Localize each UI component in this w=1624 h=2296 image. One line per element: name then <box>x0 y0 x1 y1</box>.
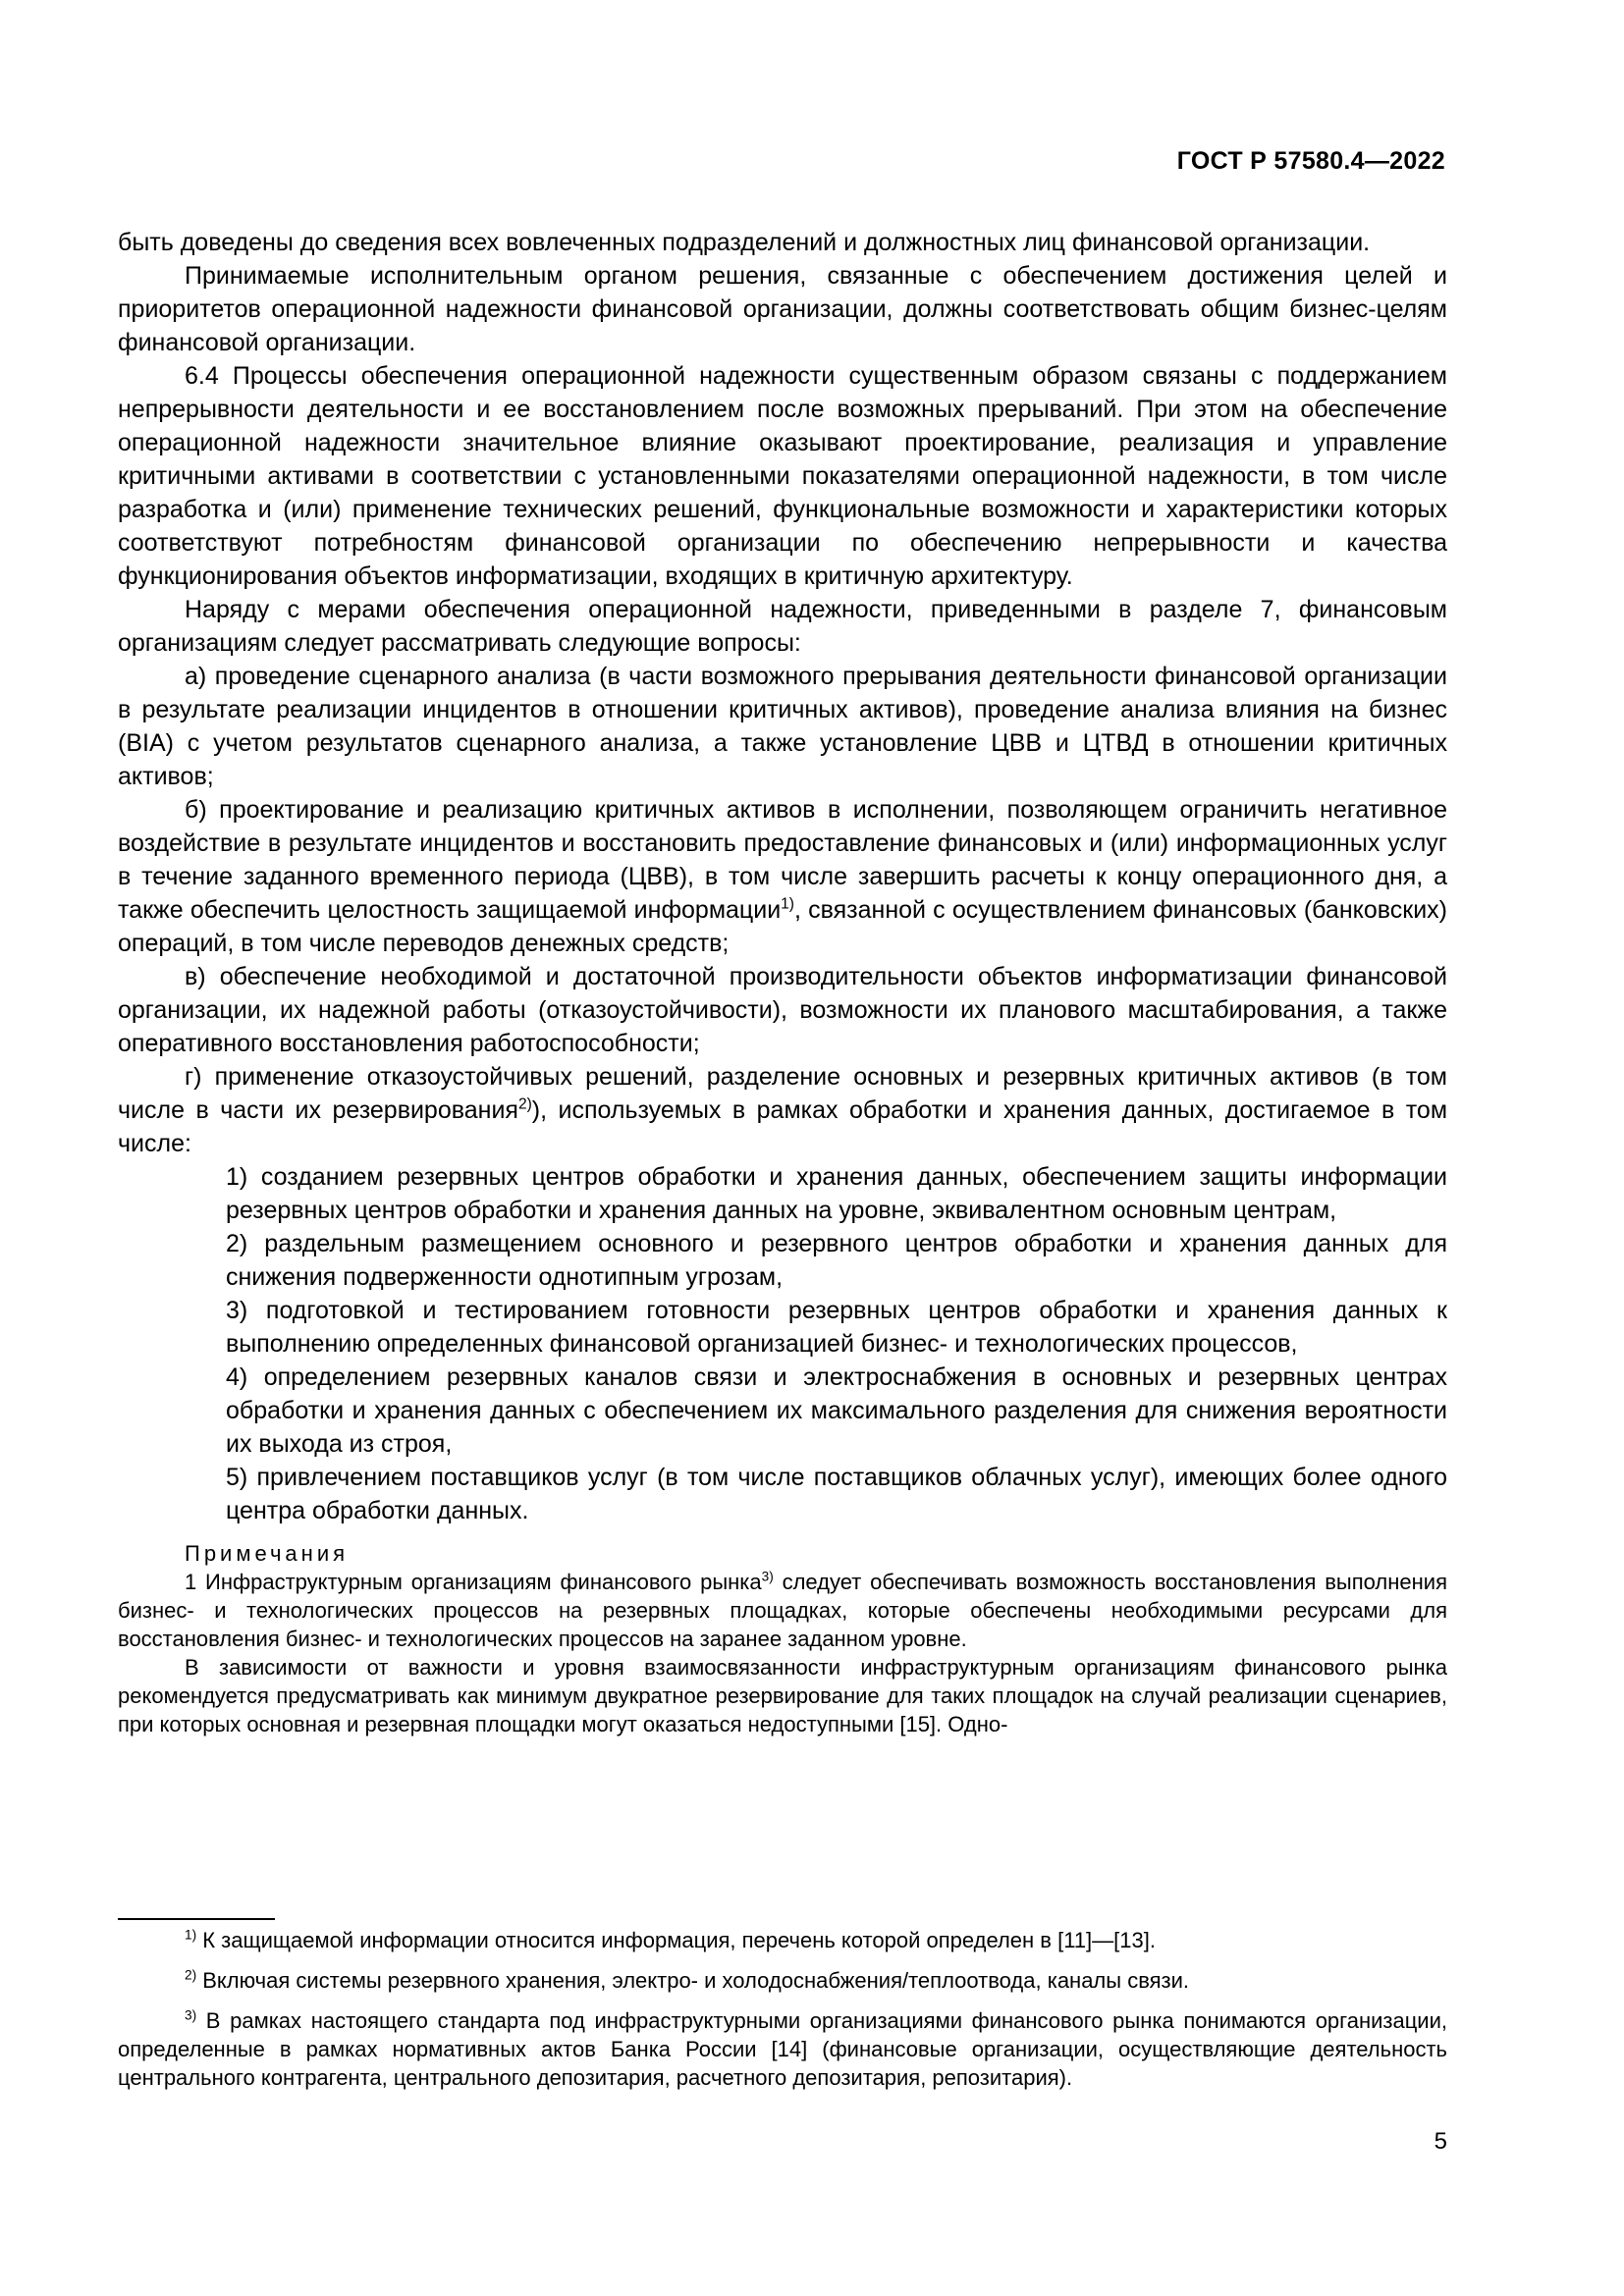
paragraph-continuation: быть доведены до сведения всех вовлеченных подразделений и должностных лиц финансовой организации. <box>118 229 1371 256</box>
sublist-item-5: 5) привлечением поставщиков услуг (в том числе поставщиков облачных услуг), имеющих более одного центра обработки данных. <box>226 1464 1447 1524</box>
note-2: В зависимости от важности и уровня взаимосвязанности инфраструктурным организациям финансового рынка рекомендуется предусматривать как минимум двукратное резервирование для таких площадок на случай реализации сценариев, при которых основная и резервная площадки могут оказаться недоступными [15]. Одно- <box>118 1655 1447 1736</box>
note-1-text-1: 1 Инфраструктурным организациям финансового рынка <box>185 1570 762 1594</box>
footnote-mark-3: 3) <box>185 2007 197 2023</box>
sublist-item-2: 2) раздельным размещением основного и резервного центров обработки и хранения данных для снижения подверженности однотипным угрозам, <box>226 1230 1447 1291</box>
footnote-3 <box>118 2006 1447 2092</box>
list-item-g-text-1: г) применение отказоустойчивых решений, разделение основных и резервных критичных активов (в том числе в части их резервирования <box>118 1063 1447 1124</box>
footnote-ref-3: 3) <box>761 1569 774 1584</box>
list-item-b-text-2: , связанной с осуществлением финансовых (банковских) операций, в том числе переводов денежных средств; <box>118 896 1447 957</box>
footnote-1 <box>118 1926 1447 1954</box>
note-1 <box>118 1568 1447 1653</box>
paragraph-6-4: 6.4 Процессы обеспечения операционной надежности существенным образом связаны с поддержанием непрерывности деятельности и ее восстановлением после возможных прерываний. При этом на обеспечение операционной надежности значительное влияние оказывают проектирование, реализация и управление критичными активами в соответствии с установленными показателями операционной надежности, в том числе разработка и (или) применение технических решений, функциональные возможности и характеристики которых соответствуют потребностям финансовой организации по обеспечению непрерывности и качества функционирования объектов информатизации, входящих в критичную архитектуру. <box>118 362 1447 590</box>
footnote-2-text: Включая системы резервного хранения, электро- и холодоснабжения/теплоотвода, каналы связи. <box>196 1968 1190 1993</box>
footnote-mark-1: 1) <box>185 1927 197 1943</box>
notes-title: Примечания <box>185 1541 350 1566</box>
footnote-ref-1: 1) <box>781 895 794 913</box>
list-item-a: а) проведение сценарного анализа (в части возможного прерывания деятельности финансовой организации в результате реализации инцидентов в отношении критичных активов), проведение анализа влияния на бизнес (BIA) с учетом результатов сценарного анализа, а также установление ЦВВ и ЦТВД в отношении критичных активов; <box>118 663 1447 790</box>
footnote-ref-2: 2) <box>517 1095 532 1113</box>
footnote-1-text: К защищаемой информации относится информация, перечень которой определен в [11]—[13]. <box>196 1928 1156 1952</box>
paragraph-decisions: Принимаемые исполнительным органом решения, связанные с обеспечением достижения целей и приоритетов операционной надежности финансовой организации, должны соответствовать общим бизнес-целям финансовой организации. <box>118 262 1447 356</box>
footnotes <box>118 1926 1447 2104</box>
footnote-separator <box>118 1918 275 1920</box>
list-item-g-text-2: ), используемых в рамках обработки и хранения данных, достигаемое в том числе: <box>118 1096 1448 1157</box>
note-1-text-2: следует обеспечивать возможность восстановления выполнения бизнес- и технологических процессов на резервных площадках, которые обеспечены необходимыми ресурсами для восстановления бизнес- и технологических процессов на заранее заданном уровне. <box>118 1570 1447 1651</box>
list-item-b-text-1: б) проектирование и реализацию критичных активов в исполнении, позволяющем ограничить негативное воздействие в результате инцидентов и восстановить предоставление финансовых и (или) информационных услуг в течение заданного временного периода (ЦВВ), в том числе завершить расчеты к концу операционного дня, а также обеспечить целостность защищаемой информации <box>118 796 1447 924</box>
page-number: 5 <box>1434 2128 1447 2155</box>
list-item-v: в) обеспечение необходимой и достаточной производительности объектов информатизации финансовой организации, их надежной работы (отказоустойчивости), возможности их планового масштабирования, а также оперативного восстановления работоспособности; <box>118 963 1447 1057</box>
list-item-g <box>118 1060 1447 1160</box>
paragraph-issues-intro: Наряду с мерами обеспечения операционной надежности, приведенными в разделе 7, финансовым организациям следует рассматривать следующие вопросы: <box>118 596 1447 657</box>
main-text <box>118 226 1447 1738</box>
list-item-b <box>118 793 1447 960</box>
standard-header: ГОСТ Р 57580.4—2022 <box>1176 147 1445 175</box>
sublist-item-1: 1) созданием резервных центров обработки и хранения данных, обеспечением защиты информации резервных центров обработки и хранения данных на уровне, эквивалентном основным центрам, <box>226 1163 1447 1224</box>
footnote-2 <box>118 1966 1447 1995</box>
sublist-item-3: 3) подготовкой и тестированием готовности резервных центров обработки и хранения данных к выполнению определенных финансовой организацией бизнес- и технологических процессов, <box>226 1297 1447 1358</box>
footnote-mark-2: 2) <box>185 1967 197 1983</box>
footnote-3-text: В рамках настоящего стандарта под инфраструктурными организациями финансового рынка понимаются организации, определенные в рамках нормативных актов Банка России [14] (финансовые организации, осуществляющие деятельность центрального контрагента, центрального депозитария, расчетного депозитария, репозитария). <box>118 2008 1447 2090</box>
sublist-item-4: 4) определением резервных каналов связи и электроснабжения в основных и резервных центрах обработки и хранения данных с обеспечением их максимального разделения для снижения вероятности их выхода из строя, <box>226 1363 1447 1458</box>
notes-block <box>118 1539 1447 1738</box>
